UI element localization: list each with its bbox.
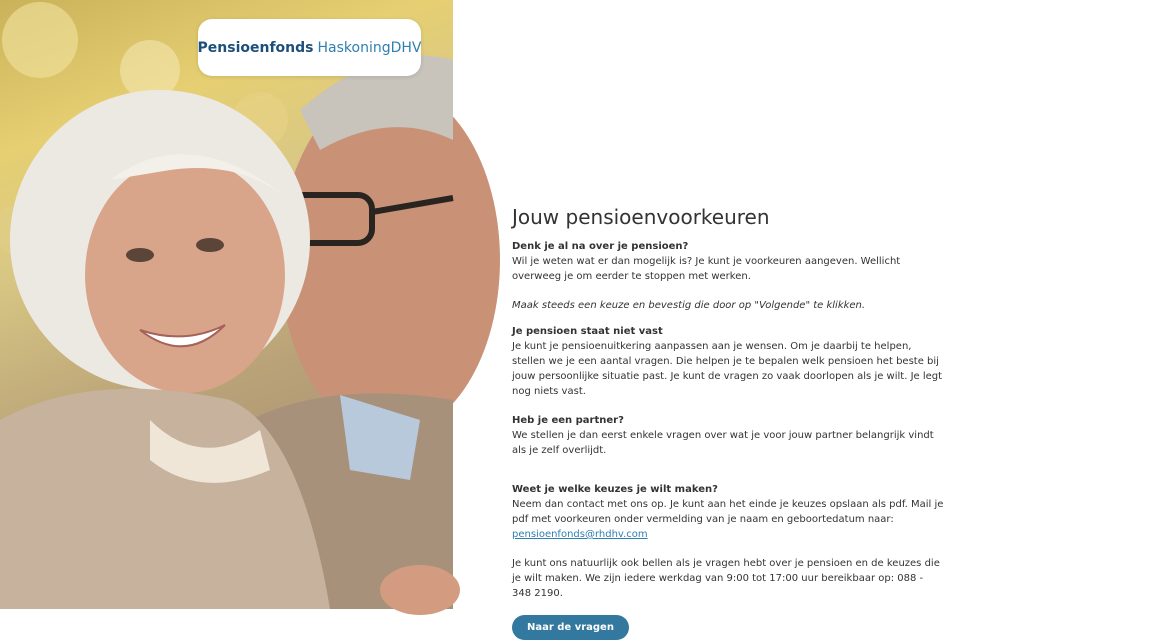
instruction-text: Maak steeds een keuze en bevestig die door op "Volgende" te klikken. xyxy=(512,300,866,311)
contact-text: Je kunt ons natuurlijk ook bellen als je vragen hebt over je pensioen en de keuzes die je wilt maken. We zijn iedere werkdag van 9:00 tot 17:00 uur bereikbaar op: 088 - 348 2190. xyxy=(512,558,940,599)
logo[interactable] xyxy=(198,19,421,76)
section-contact xyxy=(512,556,944,601)
couple-illustration xyxy=(0,0,453,609)
question-text: Neem dan contact met ons op. Je kunt aan het einde je keuzes opslaan als pdf. Mail je pdf met voorkeuren onder vermelding van je naam en geboortedatum naar: xyxy=(512,499,944,525)
question-text: Je kunt je pensioenuitkering aanpassen aan je wensen. Om je daarbij te helpen, stellen we je een aantal vragen. Die helpen je te bepalen welk pensioen het beste bij jouw persoonlijke situatie past. Je kunt de vragen zo vaak doorlopen als je wilt. Je legt nog niets vast. xyxy=(512,341,943,397)
section-choices xyxy=(512,482,944,542)
question-heading: Je pensioen staat niet vast xyxy=(512,326,663,337)
question-text: Wil je weten wat er dan mogelijk is? Je kunt je voorkeuren aangeven. Wellicht overweeg je om eerder te stoppen met werken. xyxy=(512,256,901,282)
question-heading: Heb je een partner? xyxy=(512,415,624,426)
section-partner xyxy=(512,413,944,458)
question-heading: Weet je welke keuzes je wilt maken? xyxy=(512,484,718,495)
section-think-about-pension xyxy=(512,239,944,284)
question-heading: Denk je al na over je pensioen? xyxy=(512,241,689,252)
page-title: Jouw pensioenvoorkeuren xyxy=(512,205,770,229)
logo-brand-primary: Pensioenfonds xyxy=(197,39,314,56)
question-text: We stellen je dan eerst enkele vragen over wat je voor jouw partner belangrijk vindt als je zelf overlijdt. xyxy=(512,430,934,456)
section-pension-not-fixed xyxy=(512,324,944,399)
email-link[interactable]: pensioenfonds@rhdhv.com xyxy=(512,529,648,540)
intro-content xyxy=(512,203,944,640)
to-questions-button[interactable]: Naar de vragen xyxy=(512,615,629,640)
logo-brand-secondary: HaskoningDHV xyxy=(317,39,422,56)
hero-photo xyxy=(0,0,453,609)
